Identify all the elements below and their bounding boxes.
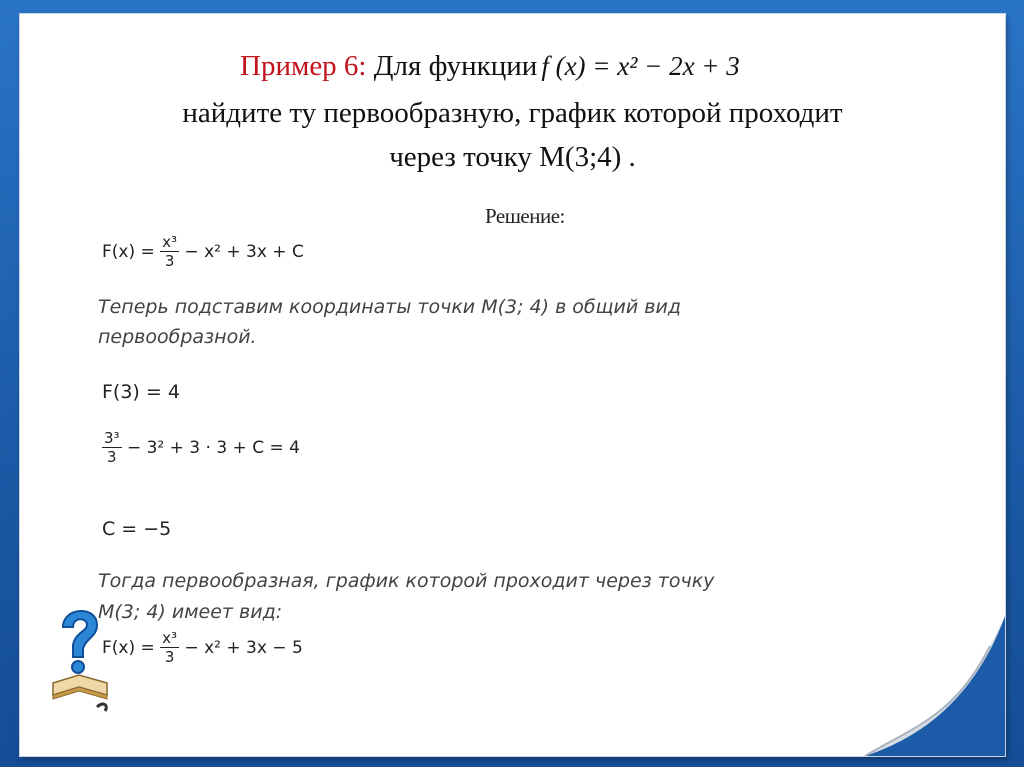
substitute-text-2: первообразной. bbox=[98, 326, 257, 348]
f5-lhs: F(x) = bbox=[102, 638, 161, 658]
f3-num: 3³ bbox=[104, 429, 120, 447]
f3-equation: F(3) = 4 bbox=[102, 381, 180, 403]
then-text-2: М(3; 4) имеет вид: bbox=[98, 601, 283, 623]
c-value: C = −5 bbox=[102, 518, 172, 540]
f5-fraction bbox=[160, 630, 179, 666]
then-text-1: Тогда первообразная, график которой проходит через точку bbox=[98, 570, 715, 592]
f1-fraction bbox=[160, 234, 179, 270]
heading-line-3: через точку М(3;4) . bbox=[389, 141, 636, 173]
f1-rest: − x² + 3x + C bbox=[179, 242, 304, 262]
heading-prefix: Для функции bbox=[366, 50, 538, 82]
f5-num: x³ bbox=[162, 629, 178, 647]
question-book-icon bbox=[45, 599, 115, 714]
example-label: Пример 6: bbox=[240, 50, 367, 82]
heading-line-2: найдите ту первообразную, график которой проходит bbox=[182, 97, 843, 129]
f3-fraction bbox=[102, 430, 122, 466]
function-formula: f (x) = x² − 2x + 3 bbox=[541, 51, 740, 81]
slide-sheet bbox=[20, 14, 1005, 756]
page-curl bbox=[805, 606, 1005, 756]
numeric-equation bbox=[102, 430, 300, 466]
substitute-text-1: Теперь подставим координаты точки М(3; 4) в общий вид bbox=[98, 296, 681, 318]
f1-num: x³ bbox=[162, 233, 178, 251]
f1-lhs: F(x) = bbox=[102, 242, 161, 262]
solution-label: Решение: bbox=[485, 204, 565, 228]
f3-rest: − 3² + 3 · 3 + C = 4 bbox=[121, 438, 300, 458]
heading-line-1 bbox=[240, 50, 940, 83]
f1-den: 3 bbox=[164, 252, 175, 270]
antiderivative-general-formula bbox=[102, 234, 304, 270]
f5-rest: − x² + 3x − 5 bbox=[179, 638, 303, 658]
f3-den: 3 bbox=[107, 448, 117, 466]
final-formula bbox=[102, 630, 303, 666]
f5-den: 3 bbox=[164, 648, 175, 666]
